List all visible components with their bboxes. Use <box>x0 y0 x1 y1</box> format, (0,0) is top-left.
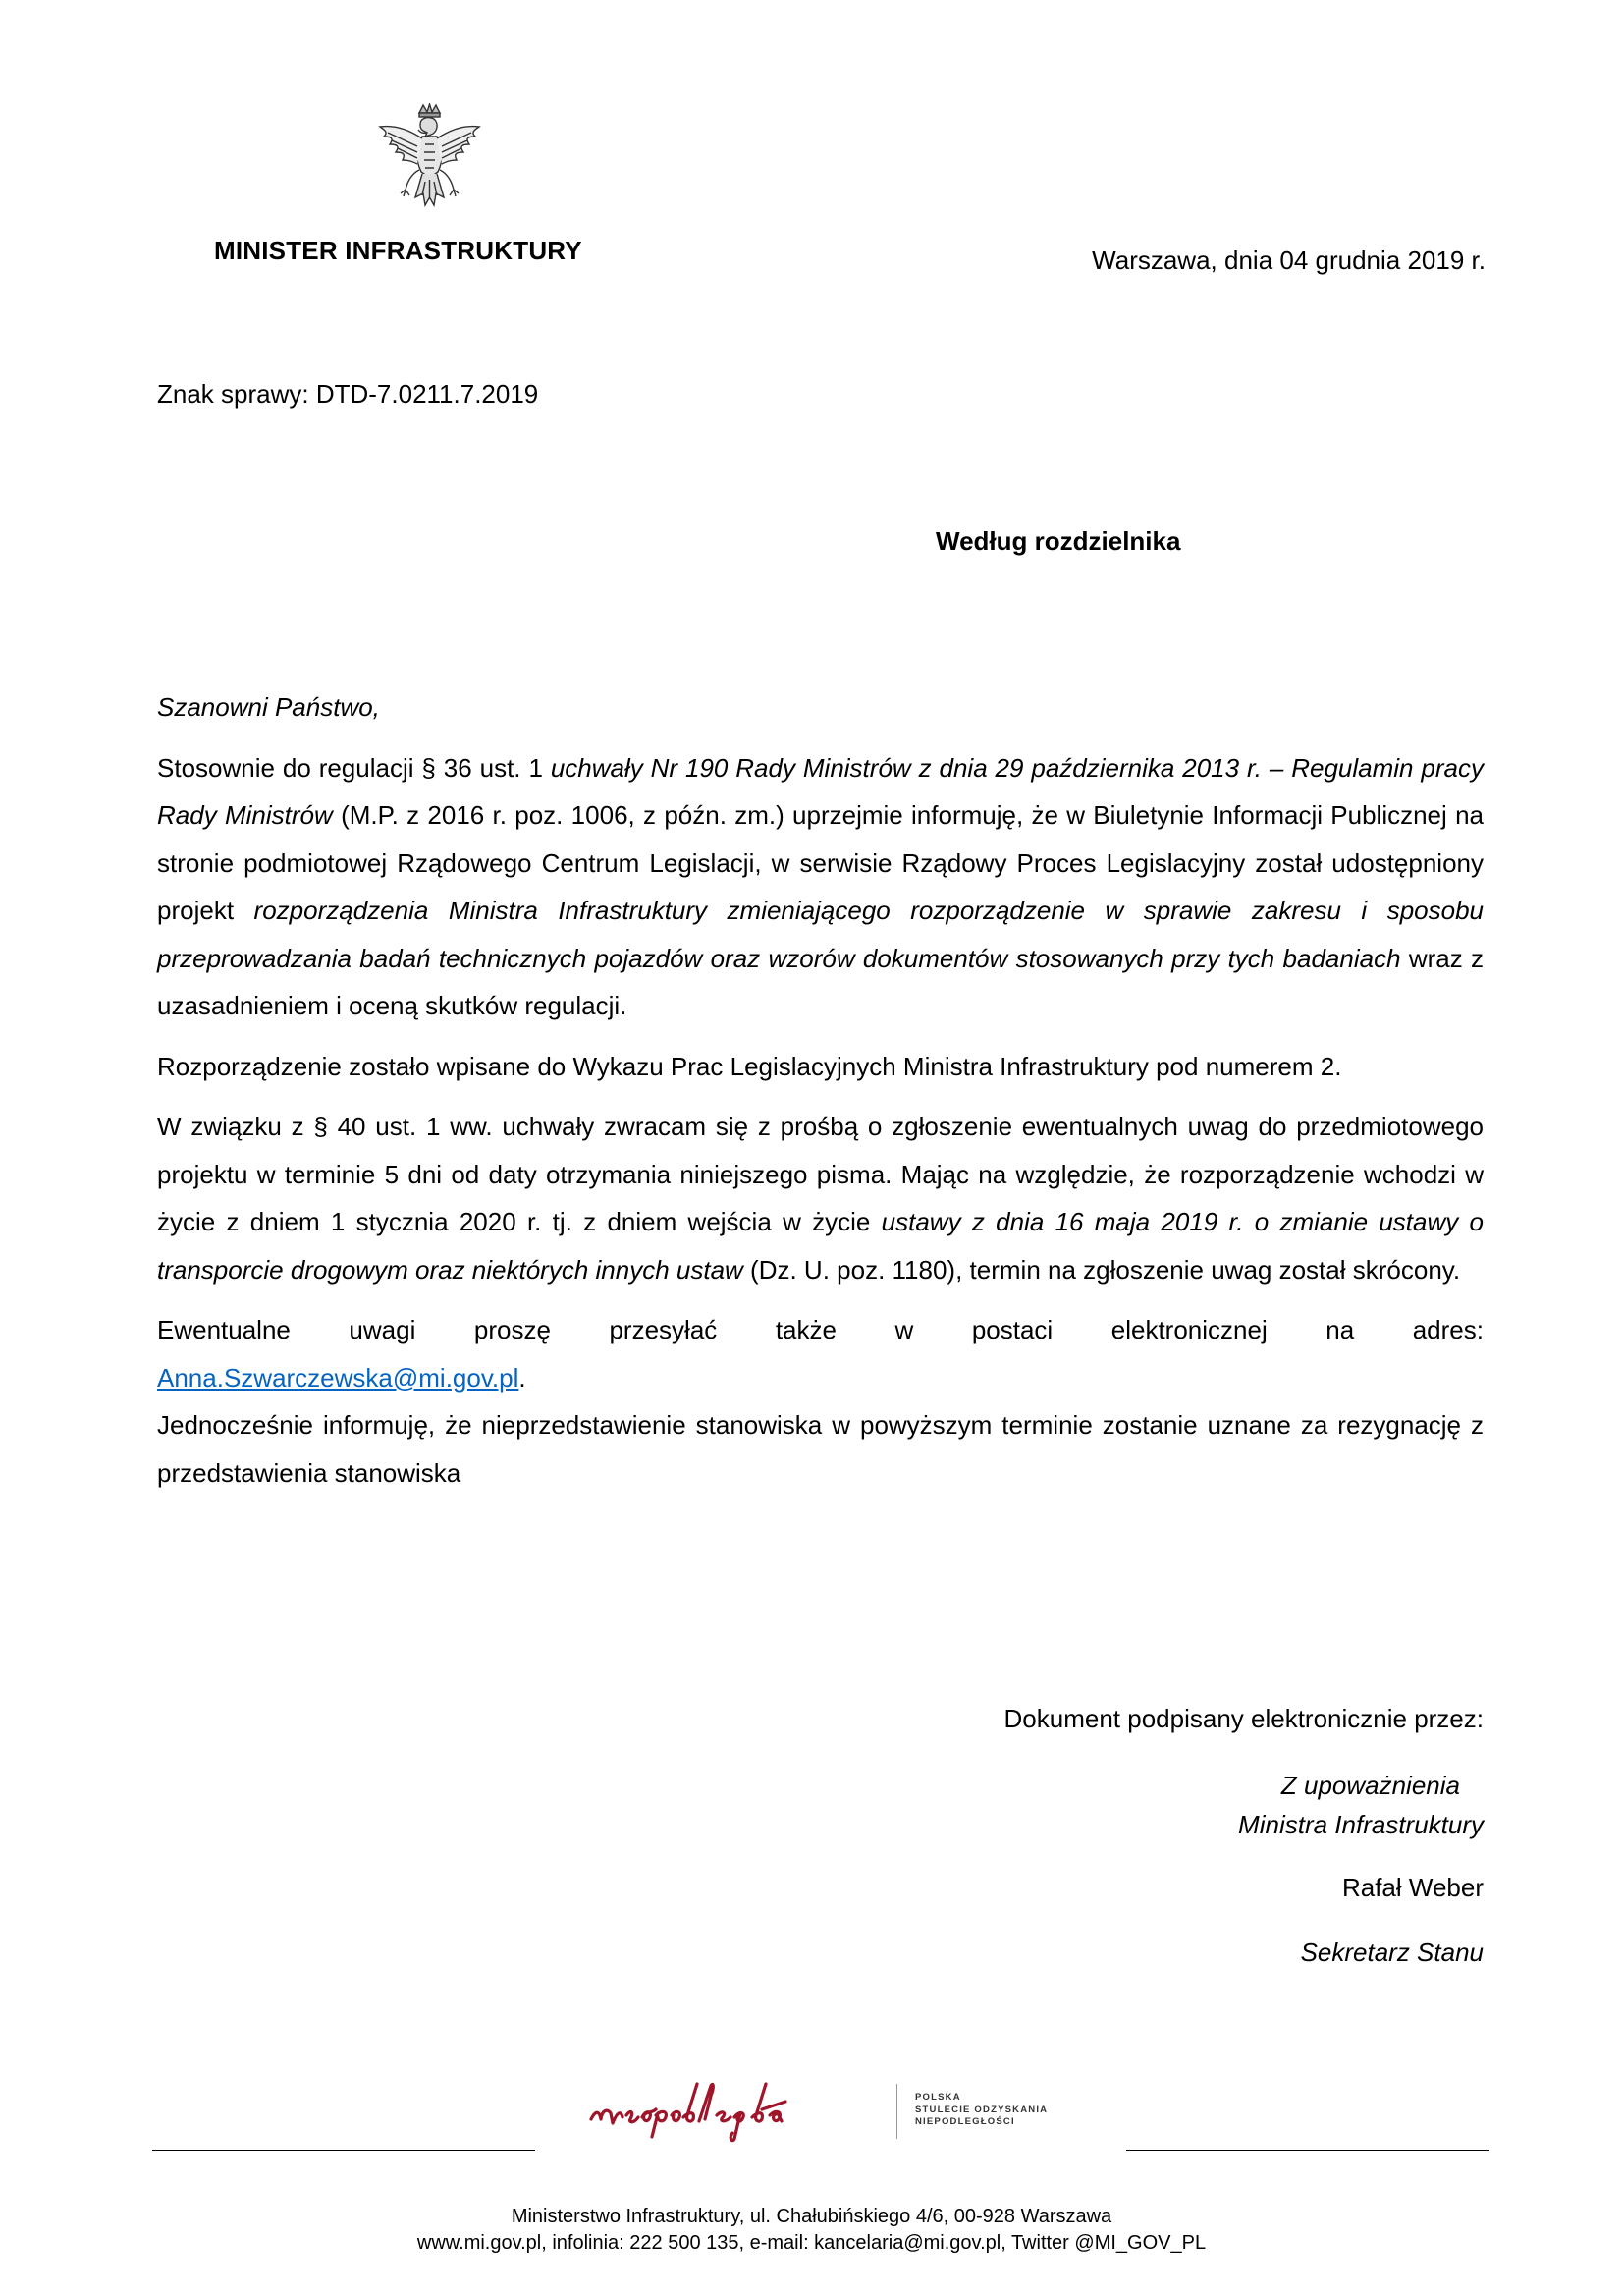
email-link[interactable]: Anna.Szwarczewska@mi.gov.pl <box>157 1362 519 1393</box>
paragraph-text: (M.P. z 2016 r. poz. 1006, z późn. zm.) uprzejmie informuję, że w Biuletynie Informacji Publicznej na stronie podmiotowej Rządowego Centrum Legislacji, w serwisie Rządowy Proces Legislacyjny został udostępniony projekt <box>157 800 1484 925</box>
signature-block <box>796 1699 1484 1972</box>
salutation-text: Szanowni Państwo, <box>157 692 380 722</box>
logo-caption-line: STULECIE ODZYSKANIA <box>915 2104 1049 2115</box>
signatory-position: Sekretarz Stanu <box>1300 1938 1484 1967</box>
paragraph-notice: Jednocześnie informuję, że nieprzedstawienie stanowiska w powyższym terminie zostanie uznane za rezygnację z przedstawienia stanowiska <box>157 1410 1484 1488</box>
paragraph-citation: uchwały Nr 190 Rady Ministrów z dnia 29 października 2013 r. – Regulamin pracy Rady Ministrów <box>157 752 1484 830</box>
footer-rule-right <box>1126 2150 1489 2151</box>
case-reference: Znak sprawy: DTD-7.0211.7.2019 <box>157 379 539 409</box>
footer-contacts: www.mi.gov.pl, infolinia: 222 500 135, e-mail: kancelaria@mi.gov.pl, Twitter @MI_GOV_PL <box>416 2232 1207 2254</box>
paragraph-email-intro: Ewentualne uwagi proszę przesyłać także w postaci elektronicznej na adres: <box>157 1315 1484 1344</box>
signature-intro: Dokument podpisany elektronicznie przez: <box>1003 1704 1484 1733</box>
paragraph-email-address <box>157 1354 1484 1402</box>
paragraph-request <box>157 1103 1484 1293</box>
paragraph-text: Stosownie do regulacji § 36 ust. 1 <box>157 752 551 783</box>
ministry-name: MINISTER INFRASTRUKTURY <box>214 236 582 265</box>
signature-authorization-ministry: Ministra Infrastruktury <box>1238 1810 1484 1839</box>
logo-caption-line: POLSKA <box>915 2092 961 2103</box>
paragraph-citation: rozporządzenia Ministra Infrastruktury zmieniającego rozporządzenie w sprawie zakresu i sposobu przeprowadzania badań technicznych pojazdów oraz wzorów dokumentów stosowanych przy tych badaniach <box>157 896 1485 973</box>
paragraph-registry: Rozporządzenie zostało wpisane do Wykazu Prac Legislacyjnych Ministra Infrastruktury pod numerem 2. <box>157 1051 1342 1081</box>
paragraph-text: wraz z uzasadnieniem i oceną skutków regulacji. <box>157 943 1485 1020</box>
niepodlegla-script-logo-icon <box>587 2074 882 2143</box>
signatory-name: Rafał Weber <box>1341 1873 1484 1902</box>
paragraph-text: W związku z § 40 ust. 1 ww. uchwały zwracam się z prośbą o zgłoszenie ewentualnych uwag do przedmiotowego projektu w terminie 5 dni od daty otrzymania niniejszego pisma. Mając na względzie, że rozporządzenie wchodzi w życie z dniem 1 stycznia 2020 r. tj. z dniem wejścia w życie <box>157 1112 1484 1236</box>
paragraph-text: . <box>518 1362 526 1393</box>
paragraph-citation: ustawy z dnia 16 maja 2019 r. o zmianie ustawy o transporcie drogowym oraz niektórych innych ustaw <box>157 1207 1484 1285</box>
footer-address: Ministerstwo Infrastruktury, ul. Chałubińskiego 4/6, 00-928 Warszawa <box>511 2206 1112 2227</box>
letter-body <box>157 683 1484 1497</box>
logo-divider <box>896 2084 897 2139</box>
logo-caption-line: NIEPODLEGŁOŚCI <box>915 2116 1015 2127</box>
paragraph-text: (Dz. U. poz. 1180), termin na zgłoszenie uwag został skrócony. <box>742 1254 1461 1285</box>
addressee: Według rozdzielnika <box>936 526 1181 556</box>
paragraph-regulation <box>157 744 1484 1030</box>
letter-date: Warszawa, dnia 04 grudnia 2019 r. <box>1092 246 1486 275</box>
salutation <box>157 683 1484 732</box>
signature-authorization: Z upoważnienia <box>1280 1771 1460 1800</box>
polish-eagle-emblem-icon <box>368 103 491 231</box>
footer-rule-left <box>152 2150 535 2151</box>
logo-caption <box>915 2092 1048 2129</box>
